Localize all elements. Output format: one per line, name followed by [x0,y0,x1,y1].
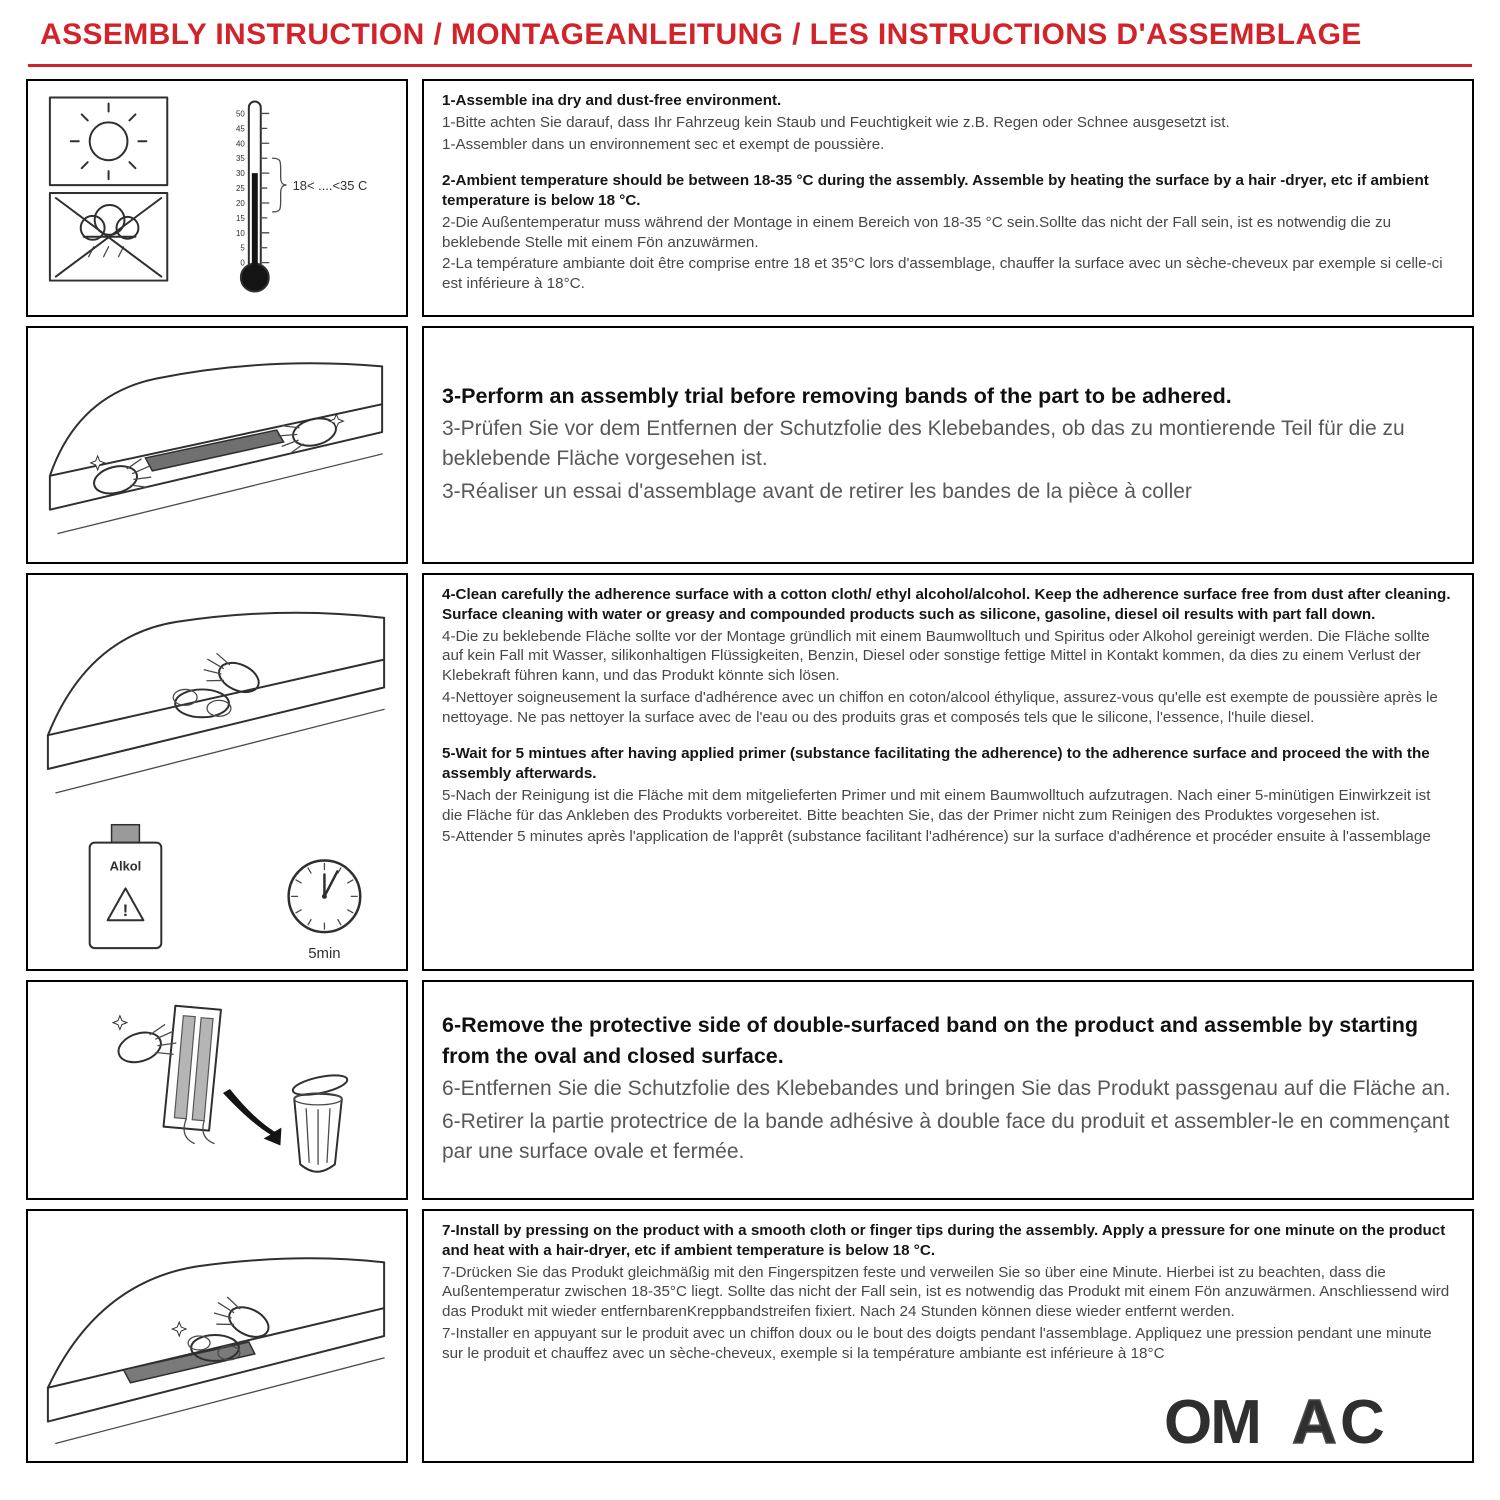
step7-de: 7-Drücken Sie das Produkt gleichmäßig mit den Fingerspitzen feste und verweilen Sie so über eine Minute. Hierbei ist zu beachten, dass die Außentemperatur zwischen 18-35°C liegt. Sollte das nicht der Fall sein, ist es notwendig das Produkt mit einem Fön anzuwärmen. Anschliessend wird das Produkt mit wieder entfernbarenKreppbandstreifen fixiert. Nach 24 Stunden können diese wieder entfernt werden. [442,1263,1450,1320]
row-cleaning [26,573,1474,971]
tick-label: 50 [236,109,245,119]
step5-en: 5-Wait for 5 mintues after having applied primer (substance facilitating the adherence) to the adherence surface and proceed the with the assembly afterwards. [442,745,1430,782]
row-remove-band [26,980,1474,1200]
press-illustration-box [26,1209,408,1463]
text-steps-4-5 [422,573,1474,971]
step6-en: 6-Remove the protective side of double-surfaced band on the product and assemble by starting from the oval and closed surface. [442,1013,1419,1068]
thermometer-icon [236,102,367,292]
text-step-7 [422,1209,1474,1463]
tick-label: 10 [236,228,245,238]
step4-de: 4-Die zu beklebende Fläche sollte vor der Montage gründlich mit einem Baumwolltuch und Spiritus oder Alkohol gereinigt werden. Die Fläche sollte auf kein Fall mit Wasser, silikonhaltigen Flüssigkeiten, Benzin, Diesel oder sonstige fettige Mittel in Kontakt kommen, da dies zu einem Verlust der Klebekraft führen kann, und das Produkt könnte sich lösen. [442,627,1430,684]
row-press-product [26,1209,1474,1463]
step7-fr: 7-Installer en appuyant sur le produit avec un chiffon doux ou le bout des doigts pendant l'assemblage. Appliquez une pression pendant une minute sur le produit et chauffez avec un sèche-cheveux, exemple si la température ambiante est inférieure à 18°C [442,1324,1432,1362]
cleaning-illustration [28,575,406,969]
bottle-label: Alkol [109,858,142,874]
alcohol-bottle-icon [90,825,162,948]
logo-c: C [1340,1388,1385,1454]
no-rain-icon [50,193,167,281]
logo-a: A [1292,1388,1337,1454]
remove-band-illustration [28,982,406,1198]
step1-fr: 1-Assembler dans un environnement sec et exempt de poussière. [442,135,885,153]
car-door-sill-icon [48,613,384,793]
step3-en: 3-Perform an assembly trial before removing bands of the part to be adhered. [442,383,1232,408]
trial-illustration-box [26,326,408,564]
warning-glyph: ! [122,901,129,921]
tick-label: 0 [240,258,245,268]
row-environment [26,79,1474,317]
assembly-trial-illustration [28,328,406,562]
step4-en: 4-Clean carefully the adherence surface with a cotton cloth/ ethyl alcohol/alcohol. Keep the adherence surface free from dust after cleaning. Surface cleaning with water or greasy and compounded products such as silicone, gasoline, diesel oil results with part fall down. [442,586,1451,623]
sparkle-icon [113,1016,127,1030]
text-step-3 [422,326,1474,564]
tick-label: 20 [236,198,245,208]
trash-can-icon [291,1072,349,1172]
omac-logo-graphic [1164,1388,1464,1454]
step2-de: 2-Die Außentemperatur muss während der Montage in einem Bereich von 18-35 °C sein.Sollte das nicht der Fall sein, ist es notwendig die zu beklebende Stelle mit einem Fön anzuwärmen. [442,213,1392,251]
tick-label: 5 [240,243,245,253]
step4-fr: 4-Nettoyer soigneusement la surface d'adhérence avec un chiffon en coton/alcool éthylique, assurez-vous qu'elle est exempte de poussière après le nettoyage. Ne pas nettoyer la surface avec de l'eau ou des produits gras et composés tels que le silicone, l'essence, l'huile diesel. [442,688,1438,726]
page-title: ASSEMBLY INSTRUCTION / MONTAGEANLEITUNG / LES INSTRUCTIONS D'ASSEMBLAGE [40,18,1362,51]
tick-label: 45 [236,124,245,134]
temp-range-label: 18< ....<35 C [292,178,368,194]
step5-fr: 5-Attender 5 minutes après l'application de l'apprêt (substance facilitant l'adhérence) sur la surface d'adhérence et procéder ensuite à l'assemblage [442,828,1431,846]
step6-de: 6-Entfernen Sie die Schutzfolie des Klebebandes und bringen Sie das Produkt passgenau auf die Fläche an. [442,1077,1451,1101]
omac-logo [1164,1388,1464,1459]
step2-en: 2-Ambient temperature should be between 18-35 °C during the assembly. Assemble by heating the surface by a hair -dryer, etc if ambient temperature is below 18 °C. [442,172,1429,209]
sun-icon [50,98,167,186]
band-illustration-box [26,980,408,1200]
step3-de: 3-Prüfen Sie vor dem Entfernen der Schutzfolie des Klebebandes, ob das zu montierende Teil für die zu beklebende Fläche vorgesehen ist. [442,417,1405,470]
logo-om: OM [1164,1388,1260,1454]
sparkle-icon [329,414,343,428]
title-underline [28,64,1472,67]
press-product-illustration [28,1211,406,1461]
step5-de: 5-Nach der Reinigung ist die Fläche mit dem mitgelieferten Primer und mit einem Baumwolltuch aufzutragen. Nach einer 5-minütigen Einwirkzeit ist die Fläche für das Ankleben des Produkts vorbereitet. Bitte beachten Sie, das der Primer nicht zum Reinigen des Produktes vorgesehen ist. [442,786,1431,824]
step2-fr: 2-La température ambiante doit être comprise entre 18 et 35°C lors d'assemblage, chauffer la surface avec un sèche-cheveux par exemple si celle-ci est inférieure à 18°C. [442,255,1443,292]
step3-fr: 3-Réaliser un essai d'assemblage avant de retirer les bandes de la pièce à coller [442,479,1192,503]
tick-label: 35 [236,154,245,164]
tick-label: 25 [236,184,245,194]
tick-label: 40 [236,139,245,149]
cloth-icon [173,689,231,717]
sparkle-icon [91,456,105,470]
adhesive-strips-icon [163,1006,220,1144]
text-steps-1-2 [422,79,1474,317]
step1-en: 1-Assemble ina dry and dust-free environment. [442,92,782,109]
tick-label: 15 [236,213,245,223]
step1-de: 1-Bitte achten Sie darauf, dass Ihr Fahrzeug kein Staub und Feuchtigkeit wie z.B. Regen oder Schnee ausgesetzt ist. [442,113,1230,131]
instruction-rows [26,79,1474,1463]
row-assembly-trial [26,326,1474,564]
tick-label: 30 [236,169,245,179]
text-step-6 [422,980,1474,1200]
arrow-icon [223,1089,281,1145]
cleaning-illustration-box [26,573,408,971]
environment-illustration-box [26,79,408,317]
step7-en: 7-Install by pressing on the product with a smooth cloth or finger tips during the assembly. Apply a pressure for one minute on the product and heat with a hair-dryer, etc if ambient temperature is below 18 °C. [442,1222,1446,1259]
step6-fr: 6-Retirer la partie protectrice de la bande adhésive à double face du produit et assembler-le en commençant par une surface ovale et fermée. [442,1110,1450,1163]
sparkle-icon [172,1322,186,1336]
trim-strip-icon [123,1342,254,1383]
environment-temperature-illustration [28,81,406,315]
clock-icon [289,861,361,933]
hand-icon [210,1295,274,1346]
wait-time-label: 5min [308,945,341,963]
